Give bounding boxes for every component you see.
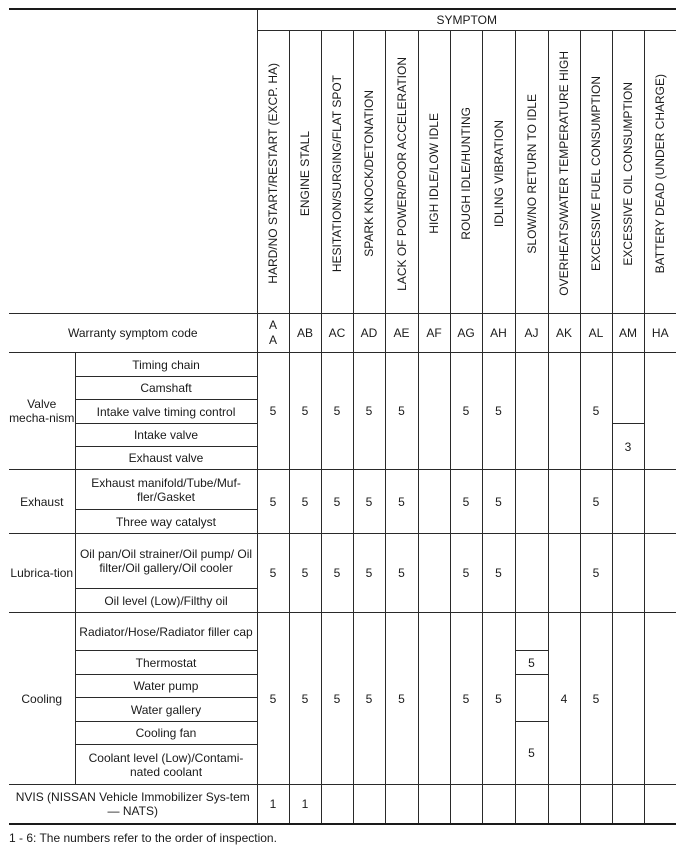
item-label: Exhaust manifold/Tube/Muf-fler/Gasket [75,470,257,510]
col-header: EXCESSIVE FUEL CONSUMPTION [580,31,612,314]
item-label: Timing chain [75,353,257,377]
item-label: Oil level (Low)/Filthy oil [75,589,257,613]
code-cell: AC [321,314,353,353]
item-label: Water gallery [75,698,257,722]
value-cell [353,785,385,824]
value-cell: 5 [450,613,482,785]
group-valve-label: Valve mecha-nism [9,353,75,470]
col-header: ROUGH IDLE/HUNTING [450,31,482,314]
value-cell [418,353,450,470]
value-cell: 5 [482,470,515,534]
symptom-title: SYMPTOM [257,9,676,31]
diagnosis-table [9,8,676,825]
value-cell [612,785,644,824]
code-cell: AD [353,314,385,353]
col-header: LACK OF POWER/POOR ACCELERATION [385,31,418,314]
value-cell: 5 [580,470,612,534]
value-cell [644,785,676,824]
value-cell [515,613,548,651]
value-cell [580,785,612,824]
value-cell: 5 [450,534,482,613]
value-cell: 1 [257,785,289,824]
value-cell: 5 [289,613,321,785]
item-label: Thermostat [75,651,257,675]
value-cell [515,534,548,613]
value-cell: 4 [548,613,580,785]
col-header: SPARK KNOCK/DETONATION [353,31,385,314]
col-header: EXCESSIVE OIL CONSUMPTION [612,31,644,314]
value-cell: 5 [353,534,385,613]
value-cell [385,785,418,824]
group-lubrication-label: Lubrica-tion [9,534,75,613]
value-cell [418,534,450,613]
col-header: HIGH IDLE/LOW IDLE [418,31,450,314]
col-header: OVERHEATS/WATER TEMPERATURE HIGH [548,31,580,314]
item-label: Intake valve [75,424,257,447]
value-cell [612,534,644,613]
value-cell [482,785,515,824]
value-cell [321,785,353,824]
value-cell: 5 [385,470,418,534]
item-label: Coolant level (Low)/Contami-nated coolant [75,745,257,785]
col-header: ENGINE STALL [289,31,321,314]
code-cell: AJ [515,314,548,353]
value-cell: 5 [482,353,515,470]
value-cell: 5 [580,353,612,470]
col-header: IDLING VIBRATION [482,31,515,314]
value-cell: 5 [257,470,289,534]
value-cell [418,613,450,785]
value-cell: 5 [321,470,353,534]
value-cell: 5 [580,534,612,613]
code-cell: AL [580,314,612,353]
value-cell: 5 [385,534,418,613]
item-label: Cooling fan [75,722,257,745]
value-cell [644,613,676,785]
value-cell [548,785,580,824]
code-cell: HA [644,314,676,353]
item-label: Exhaust valve [75,447,257,470]
value-cell [515,675,548,722]
value-cell: 5 [353,353,385,470]
code-cell: A A [257,314,289,353]
item-label: Three way catalyst [75,510,257,534]
corner-cell [9,9,257,314]
value-cell: 5 [321,613,353,785]
col-header: HESITATION/SURGING/FLAT SPOT [321,31,353,314]
value-cell: 5 [289,470,321,534]
value-cell [418,470,450,534]
value-cell: 5 [515,651,548,675]
col-header: SLOW/NO RETURN TO IDLE [515,31,548,314]
value-cell: 5 [450,353,482,470]
group-exhaust-label: Exhaust [9,470,75,534]
value-cell [612,613,644,785]
code-cell: AG [450,314,482,353]
item-label: Radiator/Hose/Radiator filler cap [75,613,257,651]
warranty-label: Warranty symptom code [9,314,257,353]
value-cell: 5 [321,534,353,613]
value-cell: 5 [257,534,289,613]
value-cell [644,353,676,470]
col-header: BATTERY DEAD (UNDER CHARGE) [644,31,676,314]
code-cell: AM [612,314,644,353]
item-label: Camshaft [75,377,257,400]
value-cell: 5 [289,534,321,613]
value-cell: 5 [385,613,418,785]
group-nvis-label: NVIS (NISSAN Vehicle Immobilizer Sys-tem — NATS) [9,785,257,824]
item-label: Water pump [75,675,257,698]
value-cell: 5 [321,353,353,470]
code-cell: AE [385,314,418,353]
code-cell: AB [289,314,321,353]
value-cell: 5 [353,470,385,534]
value-cell: 5 [257,613,289,785]
value-cell: 5 [515,722,548,785]
value-cell: 5 [257,353,289,470]
value-cell: 3 [612,424,644,470]
value-cell: 5 [482,534,515,613]
value-cell: 5 [385,353,418,470]
value-cell [548,470,580,534]
value-cell: 5 [482,613,515,785]
value-cell [515,470,548,534]
value-cell [515,353,548,470]
value-cell: 5 [353,613,385,785]
value-cell [418,785,450,824]
value-cell [548,353,580,470]
value-cell [612,353,644,424]
group-cooling-label: Cooling [9,613,75,785]
value-cell [450,785,482,824]
value-cell: 5 [450,470,482,534]
value-cell [515,785,548,824]
footer-note: 1 - 6: The numbers refer to the order of inspection. [9,831,277,845]
value-cell [644,534,676,613]
item-label: Intake valve timing control [75,400,257,424]
value-cell [548,534,580,613]
code-cell: AF [418,314,450,353]
code-cell: AK [548,314,580,353]
code-cell: AH [482,314,515,353]
value-cell: 1 [289,785,321,824]
value-cell: 5 [289,353,321,470]
col-header: HARD/NO START/RESTART (EXCP. HA) [257,31,289,314]
item-label: Oil pan/Oil strainer/Oil pump/ Oil filter/Oil gallery/Oil cooler [75,534,257,589]
value-cell: 5 [580,613,612,785]
value-cell [612,470,644,534]
value-cell [644,470,676,534]
